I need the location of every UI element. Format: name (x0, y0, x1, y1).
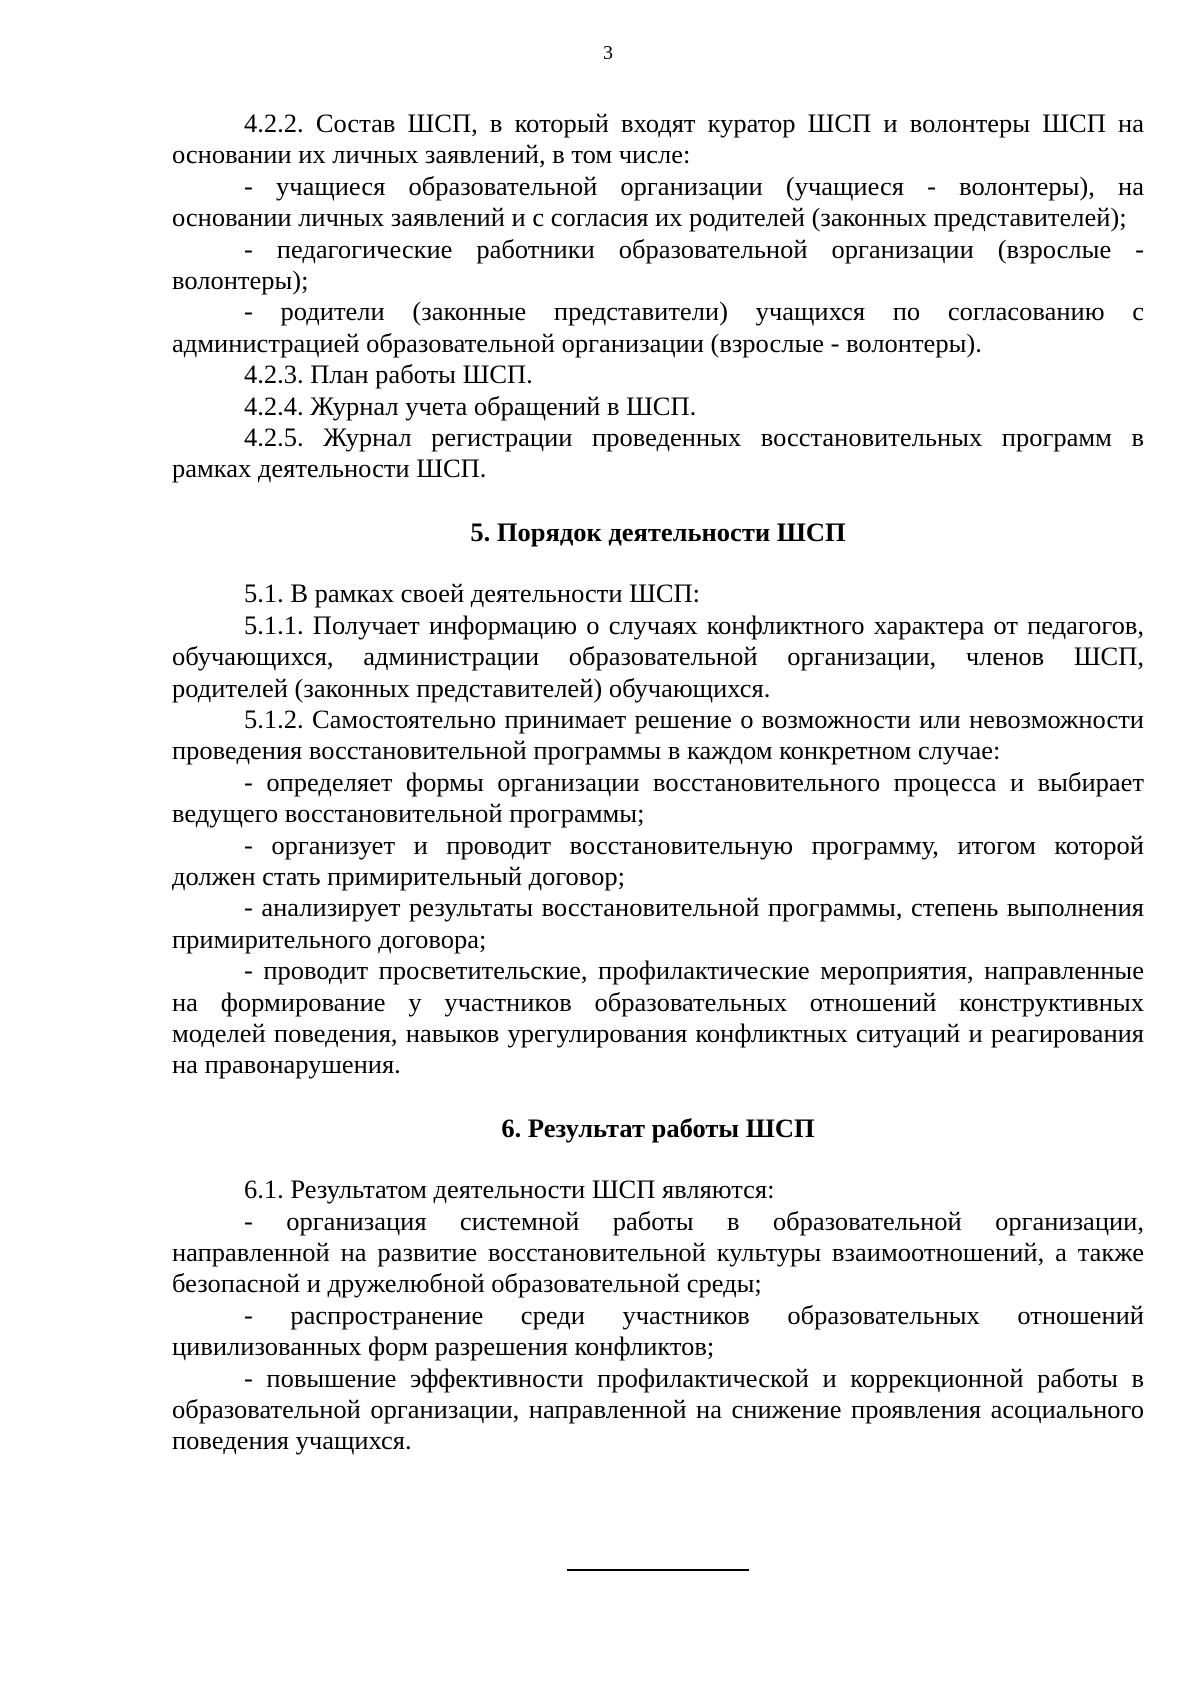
paragraph: 6.1. Результатом деятельности ШСП являются: (244, 1174, 775, 1205)
section-6-heading: 6. Результат работы ШСП (501, 1112, 815, 1143)
section-6-body (172, 1174, 1144, 1457)
section-5-body (172, 578, 1144, 1081)
document-body (172, 108, 1144, 1457)
list-item: - анализирует результаты восстановительной программы, степень выполнения примирительного договора; (172, 892, 1144, 954)
paragraph: 4.2.4. Журнал учета обращений в ШСП. (244, 390, 697, 421)
list-item: - распространение среди участников образовательных отношений цивилизованных форм разрешения конфликтов; (172, 1299, 1144, 1362)
section-5-heading: 5. Порядок деятельности ШСП (470, 516, 846, 547)
list-item: - педагогические работники образовательной организации (взрослые - волонтеры); (172, 233, 1144, 296)
page-number: 3 (603, 42, 613, 64)
list-item: - организация системной работы в образовательной организации, направленной на развитие восстановительной культуры взаимоотношений, а также безопасной и дружелюбной образовательной среды; (172, 1205, 1144, 1299)
list-item: - повышение эффективности профилактической и коррекционной работы в образовательной организации, направленной на снижение проявления асоциального поведения учащихся. (172, 1362, 1144, 1456)
list-item: - проводит просветительские, профилактические мероприятия, направленные на формирование у участников образовательных отношений конструктивных моделей поведения, навыков урегулирования конфликтных ситуаций и реагирования на правонарушения. (172, 955, 1144, 1080)
list-item: - родители (законные представители) учащихся по согласованию с администрацией образовательной организации (взрослые - волонтеры). (172, 296, 1144, 358)
list-item: - определяет формы организации восстановительного процесса и выбирает ведущего восстановительной программы; (172, 766, 1144, 829)
end-of-document-rule (567, 1569, 749, 1571)
list-item: - учащиеся образовательной организации (учащиеся - волонтеры), на основании личных заявлений и с согласия их родителей (законных представителей); (172, 170, 1144, 233)
paragraph: 5.1.2. Самостоятельно принимает решение о возможности или невозможности проведения восстановительной программы в каждом конкретном случае: (172, 703, 1144, 766)
paragraph: 4.2.3. План работы ШСП. (244, 359, 533, 390)
section-4-continuation (172, 108, 1144, 485)
paragraph: 5.1. В рамках своей деятельности ШСП: (244, 578, 701, 609)
paragraph: 4.2.2. Состав ШСП, в который входят куратор ШСП и волонтеры ШСП на основании их личных заявлений, в том числе: (172, 108, 1144, 170)
paragraph: 4.2.5. Журнал регистрации проведенных восстановительных программ в рамках деятельности ШСП. (172, 422, 1144, 484)
list-item: - организует и проводит восстановительную программу, итогом которой должен стать примирительный договор; (172, 829, 1144, 891)
paragraph: 5.1.1. Получает информацию о случаях конфликтного характера от педагогов, обучающихся, администрации образовательной организации, членов ШСП, родителей (законных представителей) обучающихся. (172, 609, 1144, 703)
